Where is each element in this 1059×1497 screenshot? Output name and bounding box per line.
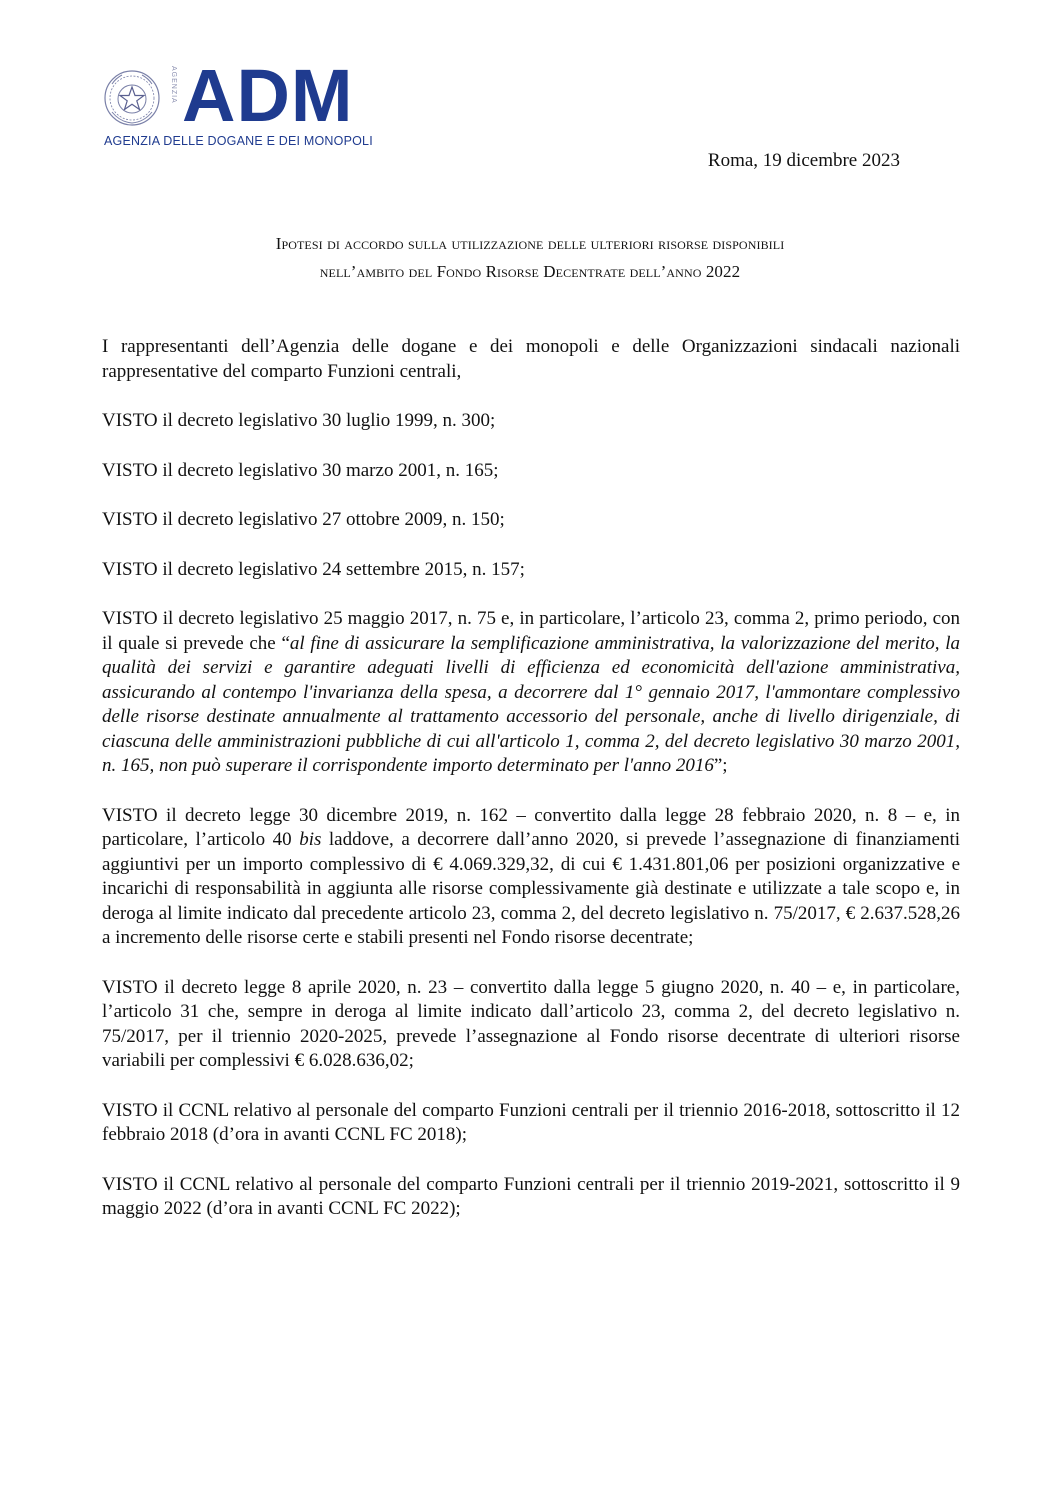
paragraph-3: VISTO il decreto legislativo 30 marzo 2001, n. 165; — [102, 459, 499, 481]
paragraph-2: VISTO il decreto legislativo 30 luglio 1999, n. 300; — [102, 410, 496, 431]
title-line-1: Ipotesi di accordo sulla utilizzazione delle ulteriori risorse disponibili — [275, 234, 785, 253]
paragraph-7-bis: bis — [299, 829, 322, 850]
date-line: Roma, 19 dicembre 2023 — [707, 150, 900, 171]
paragraph-6-quote: al fine di assicurare la semplificazione amministrativa, la valorizzazione del merito, la qualità dei servizi e garantire adeguati livelli di efficienza ed economicità dell'azione amministrativa, assicurando al contempo l'invarianza della spesa, a decorrere dal 1° gennaio 2017, l'ammontare complessivo delle risorse destinate annualmente al trattamento accessorio del personale, anche di livello dirigenziale, di ciascuna delle amministrazioni pubbliche di cui all'articolo 1, comma 2, del decreto legislativo 30 marzo 2001, n. 165, non può superare il corrispondente importo determinato per l'anno 2016 — [102, 632, 960, 776]
paragraph-7-b: laddove, a decorrere dall’anno 2020, si prevede l’assegnazione di finanziamenti aggiuntivi per un importo complessivo di € 4.069.329,32, di cui € 1.431.801,06 per posizioni organizzative e incarichi di responsabilità in aggiunta alle risorse complessivamente già destinate e utilizzate a tale scopo e, in deroga al limite indicato dal precedente articolo 23, comma 2, del decreto legislativo n. 75/2017, € 2.637.528,26 a incremento delle risorse certe e stabili presenti nel Fondo risorse decentrate; — [102, 829, 961, 948]
paragraph-7-a: VISTO il decreto legge 30 dicembre 2019, n. 162 – convertito dalla legge 28 febbraio 2020, n. 8 – e, in particolare, l’articolo 40 — [102, 804, 960, 850]
paragraph-6-intro: VISTO il decreto legislativo 25 maggio 2017, n. 75 e, in particolare, l’articolo 23, comma 2, primo periodo, con il quale si prevede che “ — [102, 608, 960, 654]
paragraph-1: I rappresentanti dell’Agenzia delle dogane e dei monopoli e delle Organizzazioni sindacali nazionali rappresentative del comparto Funzioni centrali, — [102, 336, 960, 382]
logo-agency-name: AGENZIA DELLE DOGANE E DEI MONOPOLI — [104, 134, 373, 148]
paragraph-9: VISTO il CCNL relativo al personale del comparto Funzioni centrali per il triennio 2016-2018, sottoscritto il 12 febbraio 2018 (d’ora in avanti CCNL FC 2018); — [102, 1099, 960, 1145]
title-line-2: nell’ambito del Fondo Risorse Decentrate dell’anno 2022 — [319, 262, 741, 281]
italian-republic-emblem-icon — [102, 68, 162, 128]
paragraph-6-end: ”; — [713, 755, 728, 776]
paragraph-8: VISTO il decreto legge 8 aprile 2020, n. 23 – convertito dalla legge 5 giugno 2020, n. 40 – e, in particolare, l’articolo 31 che, sempre in deroga al limite indicato dall’articolo 23, comma 2, del decreto legislativo n. 75/2017, per il triennio 2020-2025, prevede l’assegnazione al Fondo risorse decentrate di ulteriori risorse variabili per complessivi € 6.028.636,02; — [102, 976, 960, 1071]
document-body — [102, 335, 960, 1247]
paragraph-7 — [102, 804, 960, 951]
paragraph-5: VISTO il decreto legislativo 24 settembre 2015, n. 157; — [102, 558, 525, 580]
paragraph-4: VISTO il decreto legislativo 27 ottobre 2009, n. 150; — [102, 509, 505, 530]
adm-logo — [96, 54, 386, 154]
paragraph-6 — [102, 607, 960, 779]
paragraph-10: VISTO il CCNL relativo al personale del comparto Funzioni centrali per il triennio 2019-2021, sottoscritto il 9 maggio 2022 (d’ora in avanti CCNL FC 2022); — [102, 1173, 960, 1219]
logo-acronym: ADM — [182, 54, 354, 137]
document-title — [100, 230, 960, 286]
logo-vertical-text: AGENZIA — [170, 66, 177, 104]
